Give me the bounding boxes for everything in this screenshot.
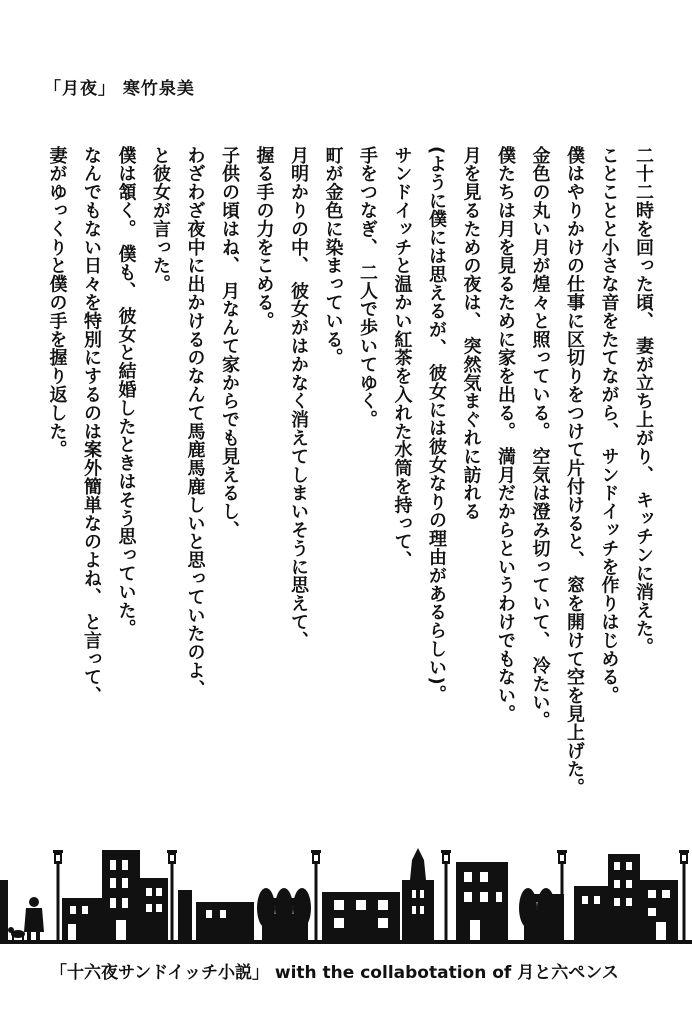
story-line: わざわざ夜中に出かけるのなんて馬鹿馬鹿しいと思っていたのよ、 <box>184 146 206 698</box>
footer-credit: 「十六夜サンドイッチ小説」 with the collabotation of 月と六ペンス <box>50 963 619 983</box>
story-line: 二十二時を回った頃、 妻が立ち上がり、 キッチンに消えた。 <box>633 146 654 657</box>
story-line: (ように僕には思えるが、 彼女には彼女なりの理由があるらしい)。 <box>426 146 447 704</box>
story-line: 妻がゆっくりと僕の手を握り返した。 <box>46 146 68 459</box>
story-line: 月明かりの中、 彼女がはかなく消えてしまいそうに思えて、 <box>288 146 309 650</box>
page-title: 「月夜」 寒竹泉美 <box>44 79 195 99</box>
story-line: 僕は頷く。 僕も、 彼女と結婚したときはそう思っていた。 <box>115 146 137 638</box>
story-line: 握る手の力をこめる。 <box>253 146 275 330</box>
story-line: 月を見るための夜は、 突然気まぐれに訪れる <box>460 146 482 521</box>
story-line: 町が金色に染まっている。 <box>322 146 344 367</box>
story-line: なんでもない日々を特別にするのは案外簡単なのよね、 と言って、 <box>81 146 102 705</box>
story-line: 子供の頃はね、 月なんて家からでも見えるし、 <box>219 146 240 540</box>
story-line: 手をつなぎ、 二人で歩いてゆく。 <box>357 146 378 429</box>
story-line: 僕はやりかけの仕事に区切りをつけて片付けると、 窓を開けて空を見上げた。 <box>564 146 585 797</box>
story-line: 僕たちは月を見るために家を出る。 満月だからというわけでもない。 <box>495 146 516 724</box>
town-silhouette-illustration <box>0 840 692 950</box>
story-text <box>40 146 660 816</box>
story-line: ことことと小さな音をたてながら、 サンドイッチを作りはじめる。 <box>598 146 620 705</box>
story-line: 金色の丸い月が煌々と照っている。 空気は澄み切っていて、 冷たい。 <box>529 146 551 730</box>
story-line: サンドイッチと温かい紅茶を入れた水筒を持って、 <box>391 146 413 570</box>
story-line: と彼女が言った。 <box>150 146 171 294</box>
